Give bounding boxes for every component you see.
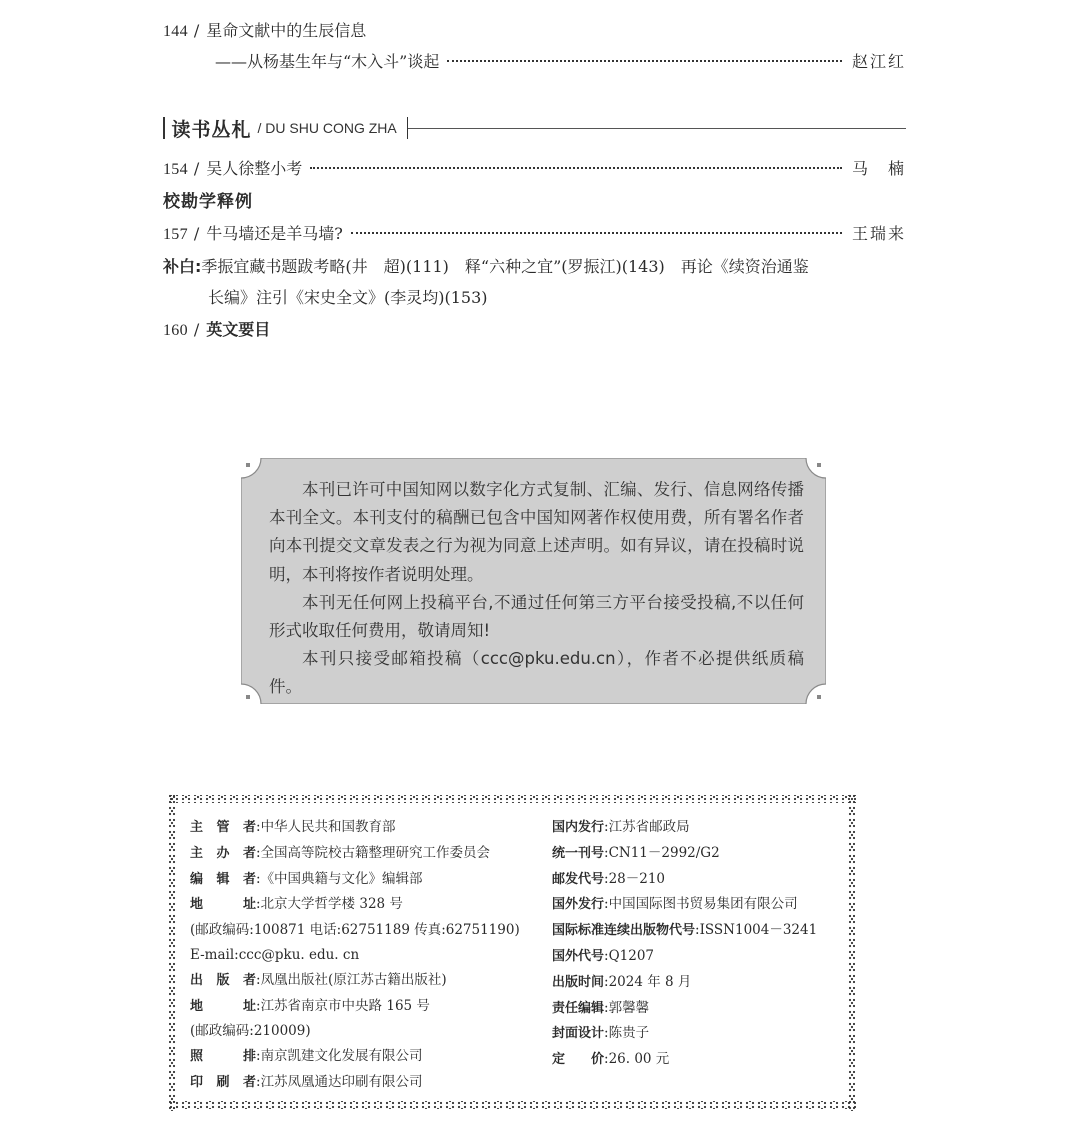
section-bar xyxy=(163,117,165,139)
separator: / xyxy=(193,21,200,40)
imprint-row: 统一刊号:CN11－2992/G2 xyxy=(552,844,720,861)
filler-list xyxy=(163,251,906,313)
imprint-left-column xyxy=(190,815,520,1096)
entry-title: 吴人徐整小考 xyxy=(206,159,303,178)
imprint-row: 出版时间:2024 年 8 月 xyxy=(552,973,692,990)
notice-paragraph: 本刊只接受邮箱投稿（ccc@pku.edu.cn），作者不必提供纸质稿件。 xyxy=(269,649,804,697)
copyright-notice xyxy=(241,458,826,704)
imprint-row: 地 址:北京大学哲学楼 328 号 xyxy=(190,896,403,913)
entry-author: 赵江红 xyxy=(851,52,906,71)
notice-paragraph: 本刊已许可中国知网以数字化方式复制、汇编、发行、信息网络传播本刊全文。本刊支付的稿酬已包含中国知网著作权使用费，所有署名作者向本刊提交文章发表之行为视为同意上述声明。如有异议，请在投稿时说明，本刊将按作者说明处理。 xyxy=(269,480,804,584)
toc-entry-subtitle xyxy=(215,49,906,75)
imprint-row: E-mail:ccc@pku. edu. cn xyxy=(190,946,360,963)
notice-text xyxy=(269,476,804,702)
imprint-row: 国外代号:Q1207 xyxy=(552,947,655,964)
toc-entry xyxy=(163,156,906,182)
filler-line xyxy=(163,251,906,282)
imprint-row: 国际标准连续出版物代号:ISSN1004－3241 xyxy=(552,922,818,939)
leader-dots xyxy=(447,60,842,62)
category-heading: 校勘学释例 xyxy=(163,192,253,212)
imprint-row: 国外发行:中国国际图书贸易集团有限公司 xyxy=(552,896,798,913)
page-number: 157 xyxy=(163,226,188,243)
leader-dots xyxy=(310,167,842,169)
imprint-right-column xyxy=(552,815,817,1073)
imprint-row: 主 办 者:全国高等院校古籍整理研究工作委员会 xyxy=(190,844,491,861)
page-number: 144 xyxy=(163,23,188,40)
filler-line xyxy=(163,282,906,313)
imprint-box xyxy=(168,793,856,1111)
toc-entry xyxy=(163,317,906,343)
section-subtitle: / DU SHU CONG ZHA xyxy=(257,120,397,136)
imprint-row: 地 址:江苏省南京市中央路 165 号 xyxy=(190,997,430,1014)
entry-title: 英文要目 xyxy=(206,320,271,339)
section-rule xyxy=(408,128,906,129)
section-header xyxy=(163,114,906,142)
page-number: 160 xyxy=(163,322,188,339)
page-number: 154 xyxy=(163,161,188,178)
separator: / xyxy=(193,159,200,178)
imprint-row: (邮政编码:210009) xyxy=(190,1023,311,1040)
separator: / xyxy=(193,320,200,339)
imprint-row: (邮政编码:100871 电话:62751189 传真:62751190) xyxy=(190,922,520,939)
entry-subtitle: ——从杨基生年与“木入斗”谈起 xyxy=(215,52,440,71)
imprint-row: 出 版 者:凤凰出版社(原江苏古籍出版社) xyxy=(190,971,447,988)
imprint-row: 责任编辑:郭馨馨 xyxy=(552,999,650,1016)
section-title: 读书丛札 xyxy=(171,118,252,141)
toc-entry xyxy=(163,221,906,247)
imprint-row: 印 刷 者:江苏凤凰通达印刷有限公司 xyxy=(190,1073,423,1090)
imprint-row: 主 管 者:中华人民共和国教育部 xyxy=(190,819,396,835)
imprint-row: 定 价:26. 00 元 xyxy=(552,1051,670,1068)
imprint-row: 编 辑 者:《中国典籍与文化》编辑部 xyxy=(190,870,423,887)
filler-text: 长编》注引《宋史全文》(李灵均)(153) xyxy=(208,288,488,307)
imprint-row: 照 排:南京凯建文化发展有限公司 xyxy=(190,1048,423,1065)
imprint-row: 国内发行:江苏省邮政局 xyxy=(552,819,690,835)
leader-dots xyxy=(351,232,842,234)
entry-title: 牛马墙还是羊马墙? xyxy=(206,224,343,243)
imprint-row: 邮发代号:28－210 xyxy=(552,870,666,887)
entry-author: 马 楠 xyxy=(851,159,906,178)
entry-title: 星命文献中的生辰信息 xyxy=(206,21,367,40)
separator: / xyxy=(193,224,200,243)
filler-label: 补白: xyxy=(163,257,202,276)
imprint-row: 封面设计:陈贵子 xyxy=(552,1025,650,1042)
toc-entry xyxy=(163,18,906,44)
entry-author: 王瑞来 xyxy=(851,224,906,243)
filler-text: 季振宜藏书题跋考略(井 超)(111) 释“六种之宜”(罗振江)(143) 再论《续资治通鉴 xyxy=(201,257,809,276)
notice-paragraph: 本刊无任何网上投稿平台,不通过任何第三方平台接受投稿,不以任何形式收取任何费用，敬请周知! xyxy=(269,592,804,641)
